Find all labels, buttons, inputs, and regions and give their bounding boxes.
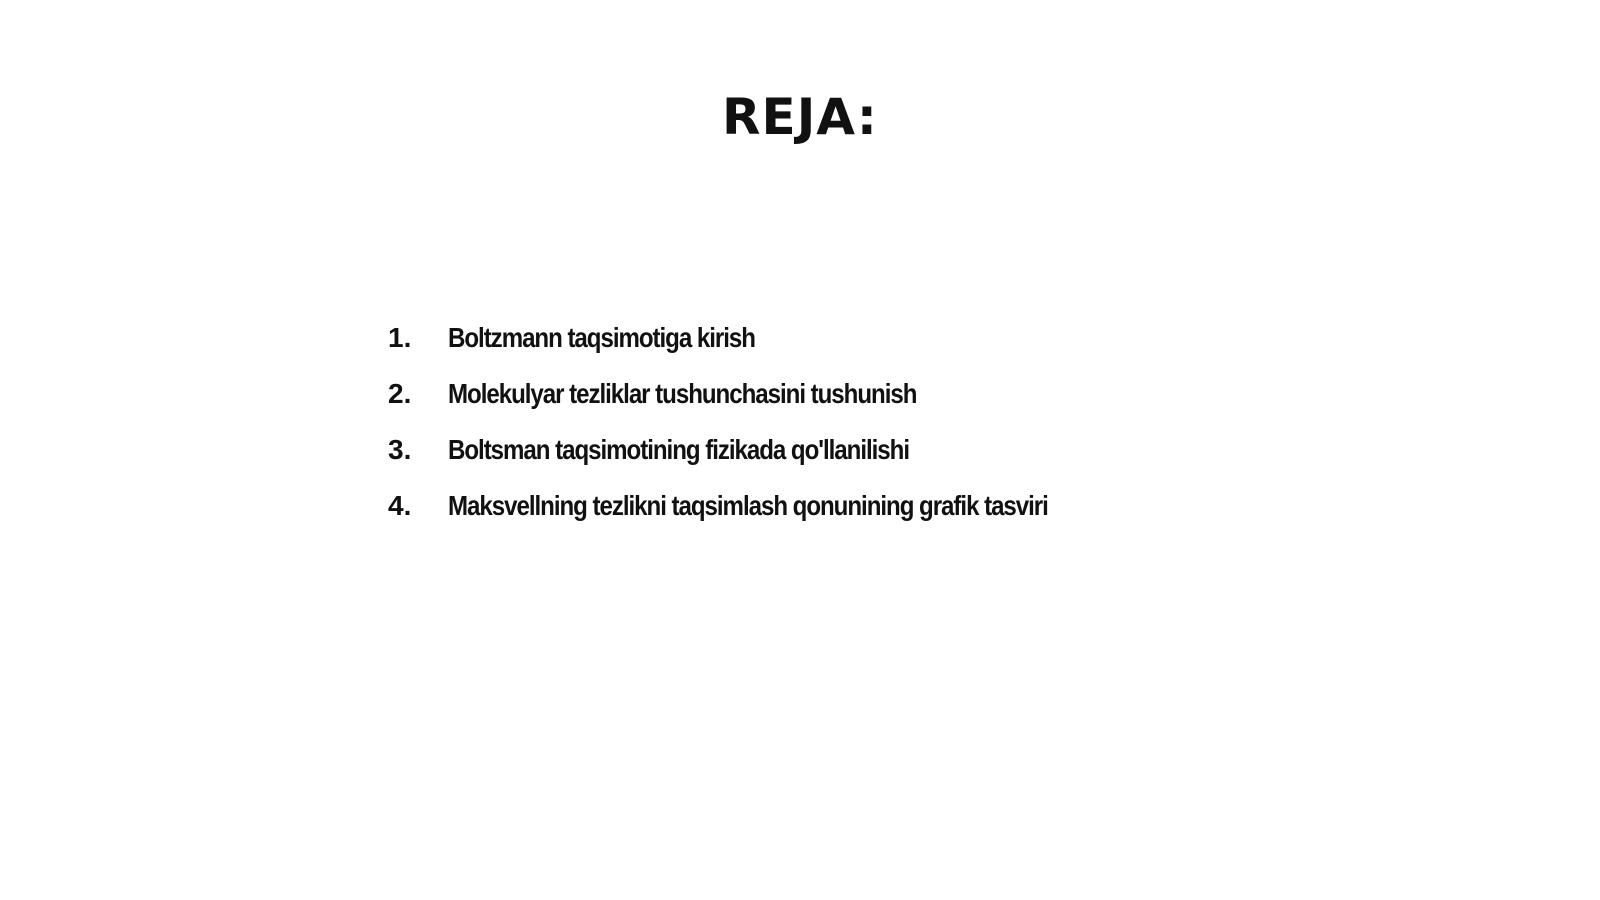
plan-list <box>388 322 1488 546</box>
list-item-number: 1. <box>388 322 412 353</box>
list-item-text: Boltsman taqsimotining fizikada qo'llanilishi <box>448 434 910 465</box>
list-item <box>388 378 1488 434</box>
list-item-text: Maksvellning tezlikni taqsimlash qonunining grafik tasviri <box>448 490 1048 521</box>
list-item <box>388 434 1488 490</box>
list-item-text: Boltzmann taqsimotiga kirish <box>448 322 755 353</box>
slide-title: REJA: <box>722 88 878 146</box>
list-item <box>388 322 1488 378</box>
list-item-number: 3. <box>388 434 412 465</box>
list-item-number: 4. <box>388 490 412 521</box>
list-item <box>388 490 1488 546</box>
list-item-number: 2. <box>388 378 412 409</box>
list-item-text: Molekulyar tezliklar tushunchasini tushunish <box>448 378 917 409</box>
